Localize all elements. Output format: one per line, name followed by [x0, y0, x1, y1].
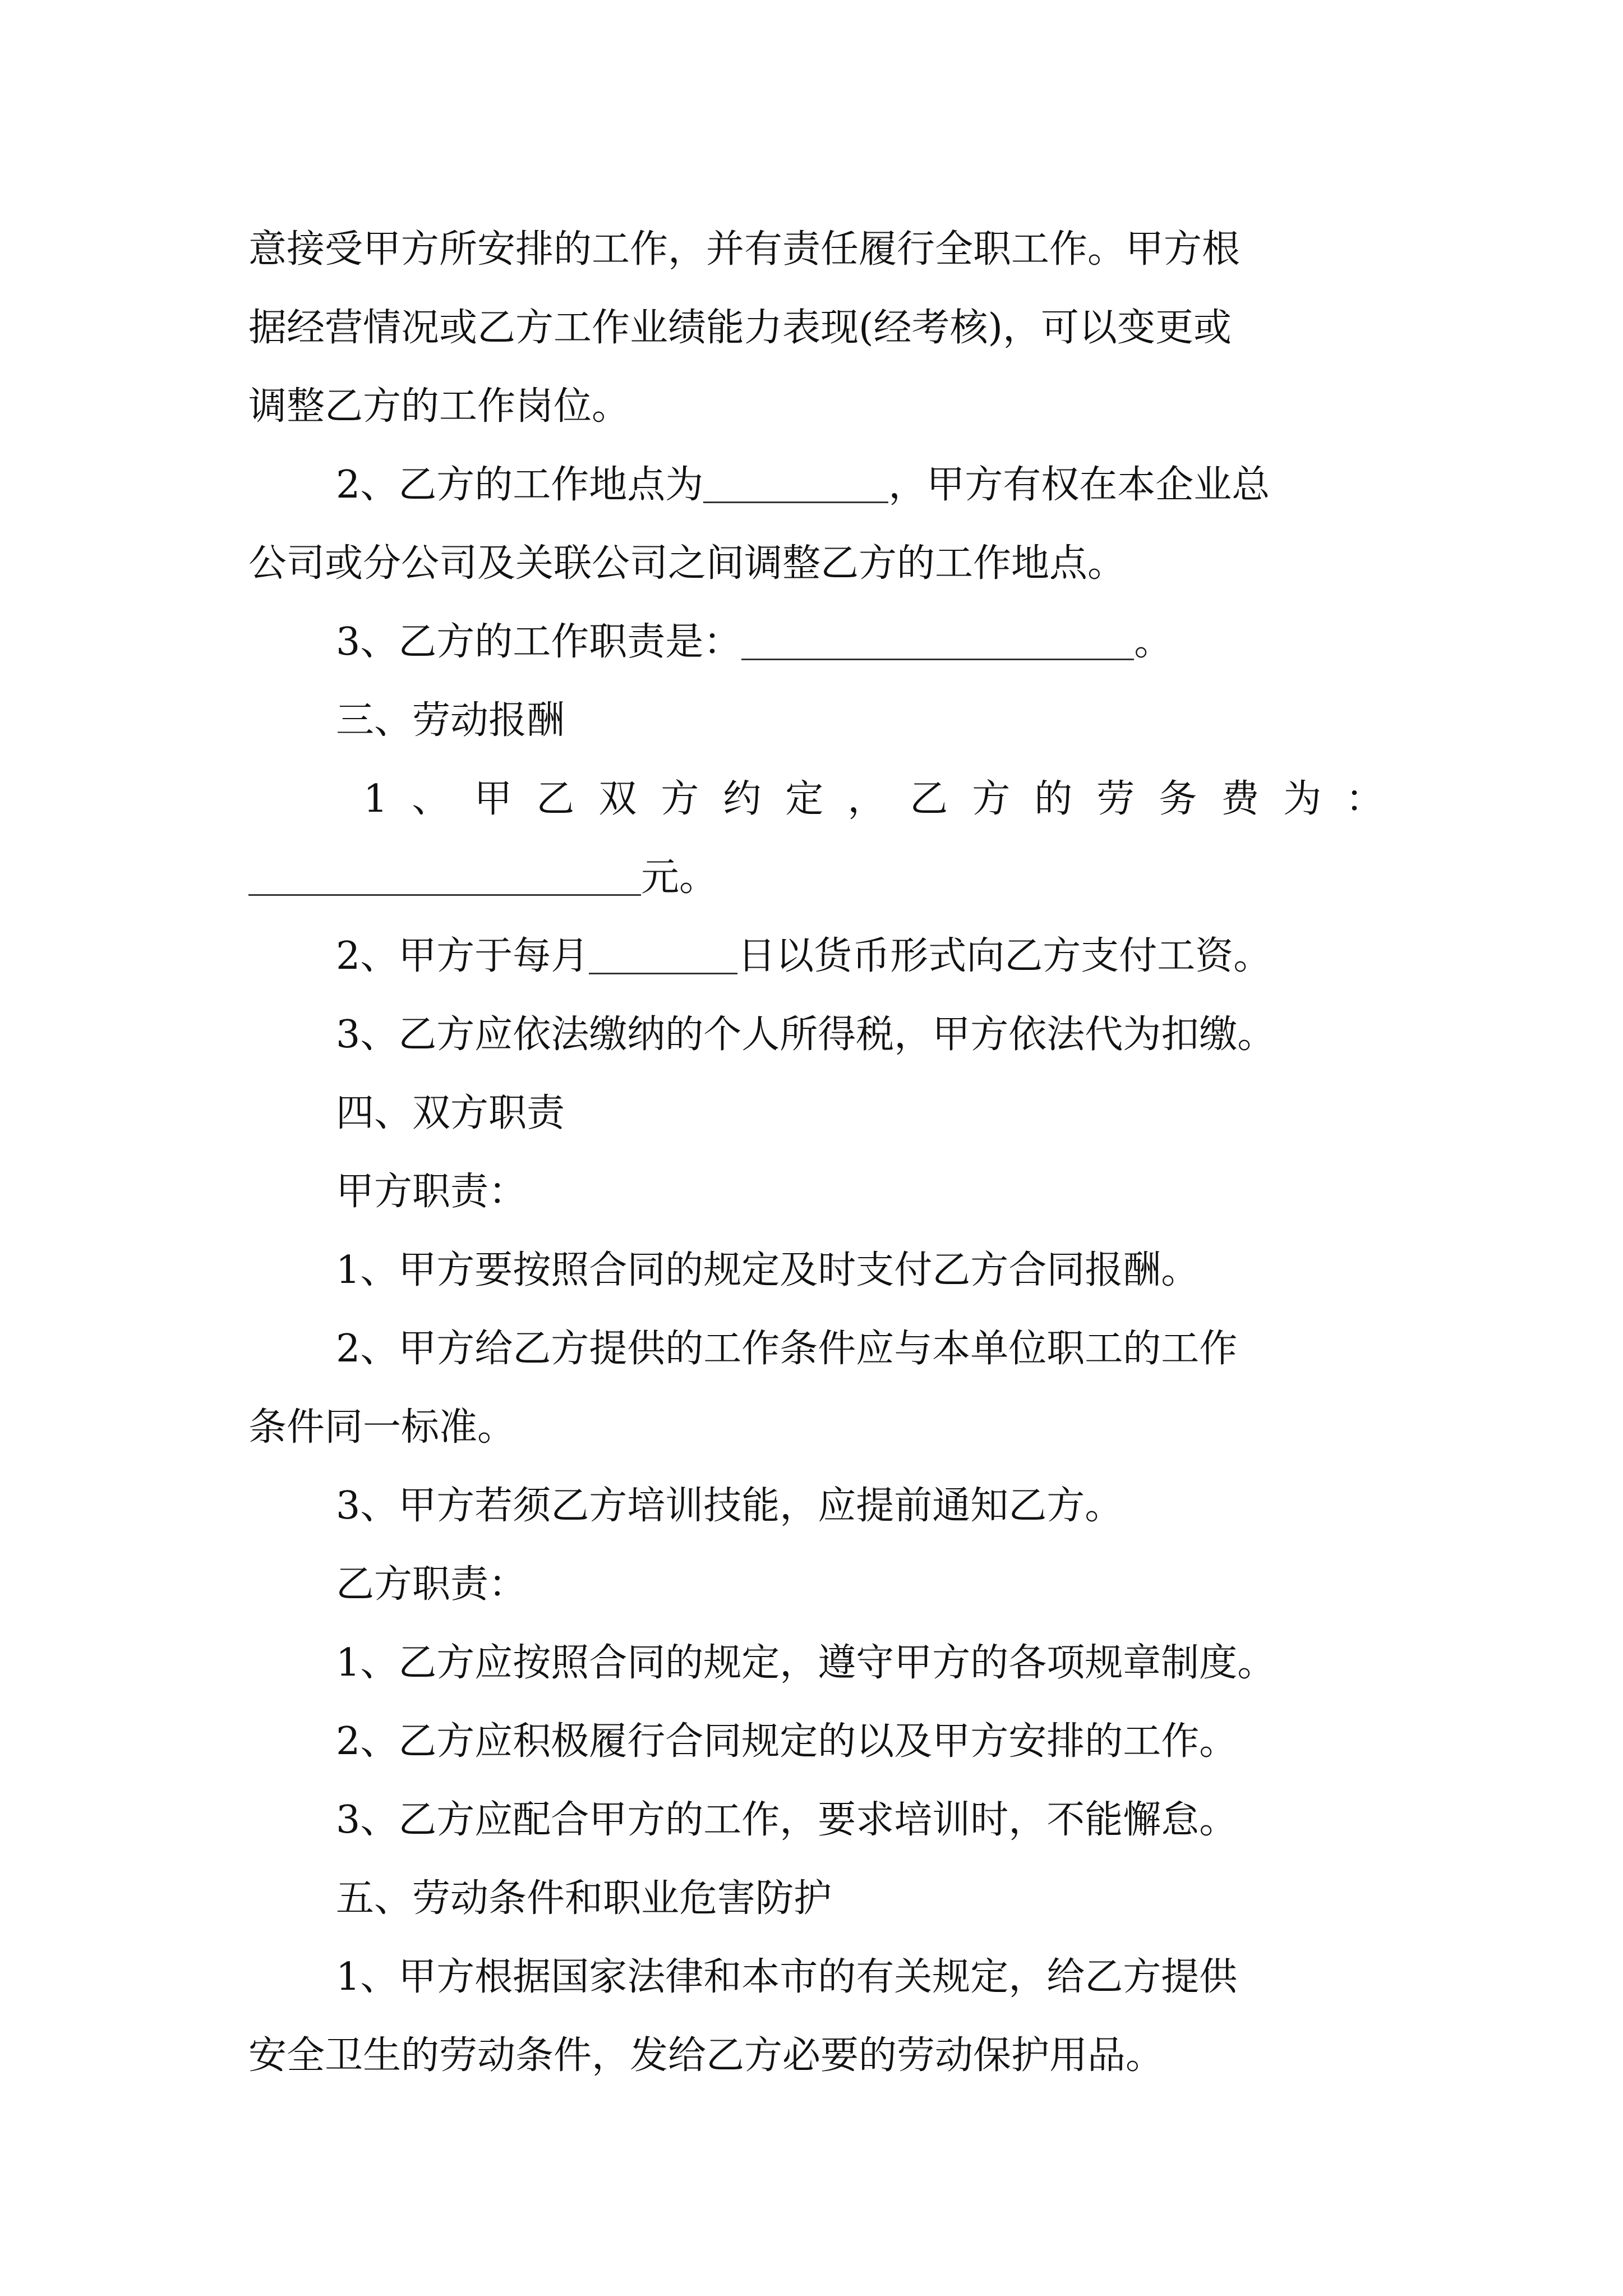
text-span: 1、乙方应按照合同的规定，遵守甲方的各项规章制度。	[336, 1641, 1276, 1685]
text-span: 3、乙方应依法缴纳的个人所得税，甲方依法代为扣缴。	[336, 1013, 1276, 1057]
paragraph-line	[248, 1388, 1393, 1467]
text-span: 公司或分公司及关联公司之间调整乙方的工作地点。	[248, 541, 1126, 586]
paragraph-line	[248, 760, 1408, 839]
section-heading	[248, 682, 1393, 760]
text-span: ，甲方有权在本企业总	[888, 463, 1270, 507]
paragraph-line	[248, 2017, 1393, 2095]
text-span: 乙方职责：	[336, 1562, 527, 1607]
section-heading	[248, 1074, 1393, 1153]
text-span: 三、劳动报酬	[336, 698, 565, 743]
text-span: 。	[1134, 620, 1173, 664]
paragraph-line	[248, 1703, 1393, 1781]
paragraph-line	[248, 367, 1393, 446]
paragraph-line	[248, 289, 1393, 367]
text-span: 2、乙方应积极履行合同规定的以及甲方安排的工作。	[336, 1719, 1238, 1764]
text-span: 1、甲方要按照合同的规定及时支付乙方合同报酬。	[336, 1248, 1200, 1292]
text-span: 调整乙方的工作岗位。	[248, 384, 630, 429]
service-fee-blank	[248, 856, 641, 896]
text-span: 安全卫生的劳动条件，发给乙方必要的劳动保护用品。	[248, 2033, 1164, 2078]
text-span: 2、乙方的工作地点为	[336, 463, 704, 507]
subheading	[248, 1545, 1393, 1624]
text-span: 日以货币形式向乙方支付工资。	[737, 934, 1272, 978]
contract-body	[248, 210, 1408, 2095]
paragraph-line	[248, 1310, 1393, 1388]
text-span: 1、甲乙双方约定，乙方的劳务费为：	[363, 777, 1408, 821]
paragraph-line	[248, 210, 1393, 289]
text-span: 据经营情况或乙方工作业绩能力表现(经考核)，可以变更或	[248, 306, 1232, 350]
paragraph-line	[248, 1938, 1393, 2017]
section-heading	[248, 1860, 1393, 1938]
paragraph-line	[248, 917, 1393, 996]
text-span: 3、乙方应配合甲方的工作，要求培训时，不能懈怠。	[336, 1798, 1238, 1842]
pay-day-blank	[589, 935, 737, 974]
job-duty-blank	[741, 620, 1134, 660]
paragraph-line	[248, 1467, 1393, 1545]
text-span: 2、甲方于每月	[336, 934, 589, 978]
text-span: 意接受甲方所安排的工作，并有责任履行全职工作。甲方根	[248, 227, 1241, 272]
text-span: 五、劳动条件和职业危害防护	[336, 1876, 832, 1921]
text-span: 3、乙方的工作职责是：	[336, 620, 742, 664]
subheading	[248, 1153, 1393, 1231]
paragraph-line	[248, 1624, 1393, 1703]
text-span: 条件同一标准。	[248, 1405, 516, 1450]
paragraph-line	[248, 524, 1393, 603]
text-span: 1、甲方根据国家法律和本市的有关规定，给乙方提供	[336, 1955, 1238, 1999]
text-span: 3、甲方若须乙方培训技能，应提前通知乙方。	[336, 1484, 1123, 1528]
text-span: 甲方职责：	[336, 1170, 527, 1214]
work-location-blank	[703, 463, 888, 503]
paragraph-line	[248, 839, 1393, 917]
paragraph-line	[248, 996, 1393, 1074]
text-span: 四、双方职责	[336, 1091, 565, 1135]
text-span: 2、甲方给乙方提供的工作条件应与本单位职工的工作	[336, 1327, 1238, 1371]
paragraph-line	[248, 1781, 1393, 1860]
paragraph-line	[248, 446, 1393, 524]
paragraph-line	[248, 603, 1393, 682]
paragraph-line	[248, 1231, 1393, 1310]
text-span: 元。	[641, 855, 718, 900]
